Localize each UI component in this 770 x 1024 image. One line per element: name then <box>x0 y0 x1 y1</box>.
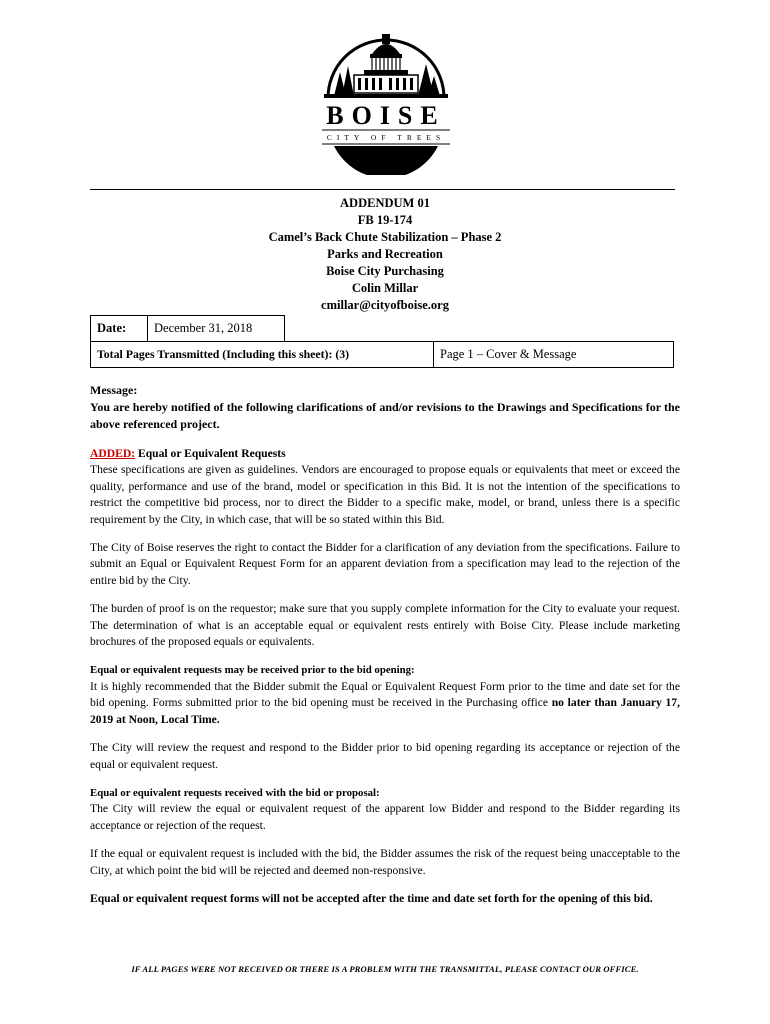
date-label: Date: <box>91 316 148 342</box>
date-value: December 31, 2018 <box>148 316 285 342</box>
contact-name: Colin Millar <box>351 281 419 295</box>
paragraph-4: It is highly recommended that the Bidder submit the Equal or Equivalent Request Form prior to the time and date set for the bid opening. Forms submitted prior to the bid opening must be received in the Purchasing office <box>90 679 680 710</box>
paragraph-7: If the equal or equivalent request is included with the bid, the Bidder assumes the risk of the request being unacceptable to the City, at which point the bid will be rejected and deemed non-responsive. <box>90 847 680 877</box>
department: Parks and Recreation <box>327 247 443 261</box>
message-label: Message: <box>90 383 138 397</box>
footer-note: IF ALL PAGES WERE NOT RECEIVED OR THERE IS A PROBLEM WITH THE TRANSMITTAL, PLEASE CONTACT OUR OFFICE. <box>131 964 639 974</box>
subheading-prior: Equal or equivalent requests may be received prior to the bid opening: <box>90 664 415 677</box>
deadline: no later than January 17, 2019 at Noon, Local Time. <box>90 696 680 726</box>
message-text: You are hereby notified of the following clarifications of and/or revisions to the Drawings and Specifications for the above referenced project. <box>90 400 680 431</box>
paragraph-5: The City will review the request and respond to the Bidder prior to bid opening regarding its acceptance or rejection of the equal or equivalent request. <box>90 741 680 771</box>
pages-value: Page 1 – Cover & Message <box>434 342 674 368</box>
bid-number: FB 19-174 <box>357 213 413 227</box>
contact-email: cmillar@cityofboise.org <box>321 298 449 312</box>
project-name: Camel’s Back Chute Stabilization – Phase 2 <box>268 230 502 244</box>
section-body <box>90 446 680 907</box>
added-tag: ADDED: <box>90 447 136 460</box>
message-block <box>90 382 680 433</box>
date-table <box>90 315 674 342</box>
paragraph-1: These specifications are given as guidelines. Vendors are encouraged to propose equals or equivalents that meet or exceed the quality, performance and use of the brand, model or specification in this Bid. It is not the intention of the specifications to restrict the competitive bid process, nor to direct the Bidder to a specific make, model, or brand, unless there is a specific requirement by the City, in which case, that will be so stated within this Bid. <box>90 463 680 526</box>
pages-table <box>90 341 674 368</box>
paragraph-2: The City of Boise reserves the right to contact the Bidder for a clarification of any deviation from the specifications. Failure to submit an Equal or Equivalent Request Form for an apparent deviation from a specification may lead to the rejection of the entire bid by the City. <box>90 541 680 587</box>
pages-label: Total Pages Transmitted (Including this sheet): (3) <box>91 342 434 368</box>
paragraph-8: Equal or equivalent request forms will not be accepted after the time and date set forth for the opening of this bid. <box>90 891 653 905</box>
logo-name: BOISE <box>326 101 446 130</box>
logo-tagline: CITY OF TREES <box>326 133 446 142</box>
subheading-with-bid: Equal or equivalent requests received with the bid or proposal: <box>90 786 380 799</box>
boise-city-logo <box>318 30 454 175</box>
paragraph-3: The burden of proof is on the requestor; make sure that you supply complete information for the City to evaluate your request. The determination of what is an acceptable equal or equivalent rests entirely with Boise City. Please include marketing brochures of the proposed equals or equivalents. <box>90 602 680 649</box>
addendum-title: ADDENDUM 01 <box>340 196 430 210</box>
header-divider <box>90 189 675 190</box>
section-title: Equal or Equivalent Requests <box>138 447 286 460</box>
paragraph-6: The City will review the equal or equivalent request of the apparent low Bidder and respond to the Bidder regarding its acceptance or rejection of the request. <box>90 802 680 832</box>
division: Boise City Purchasing <box>326 264 444 278</box>
